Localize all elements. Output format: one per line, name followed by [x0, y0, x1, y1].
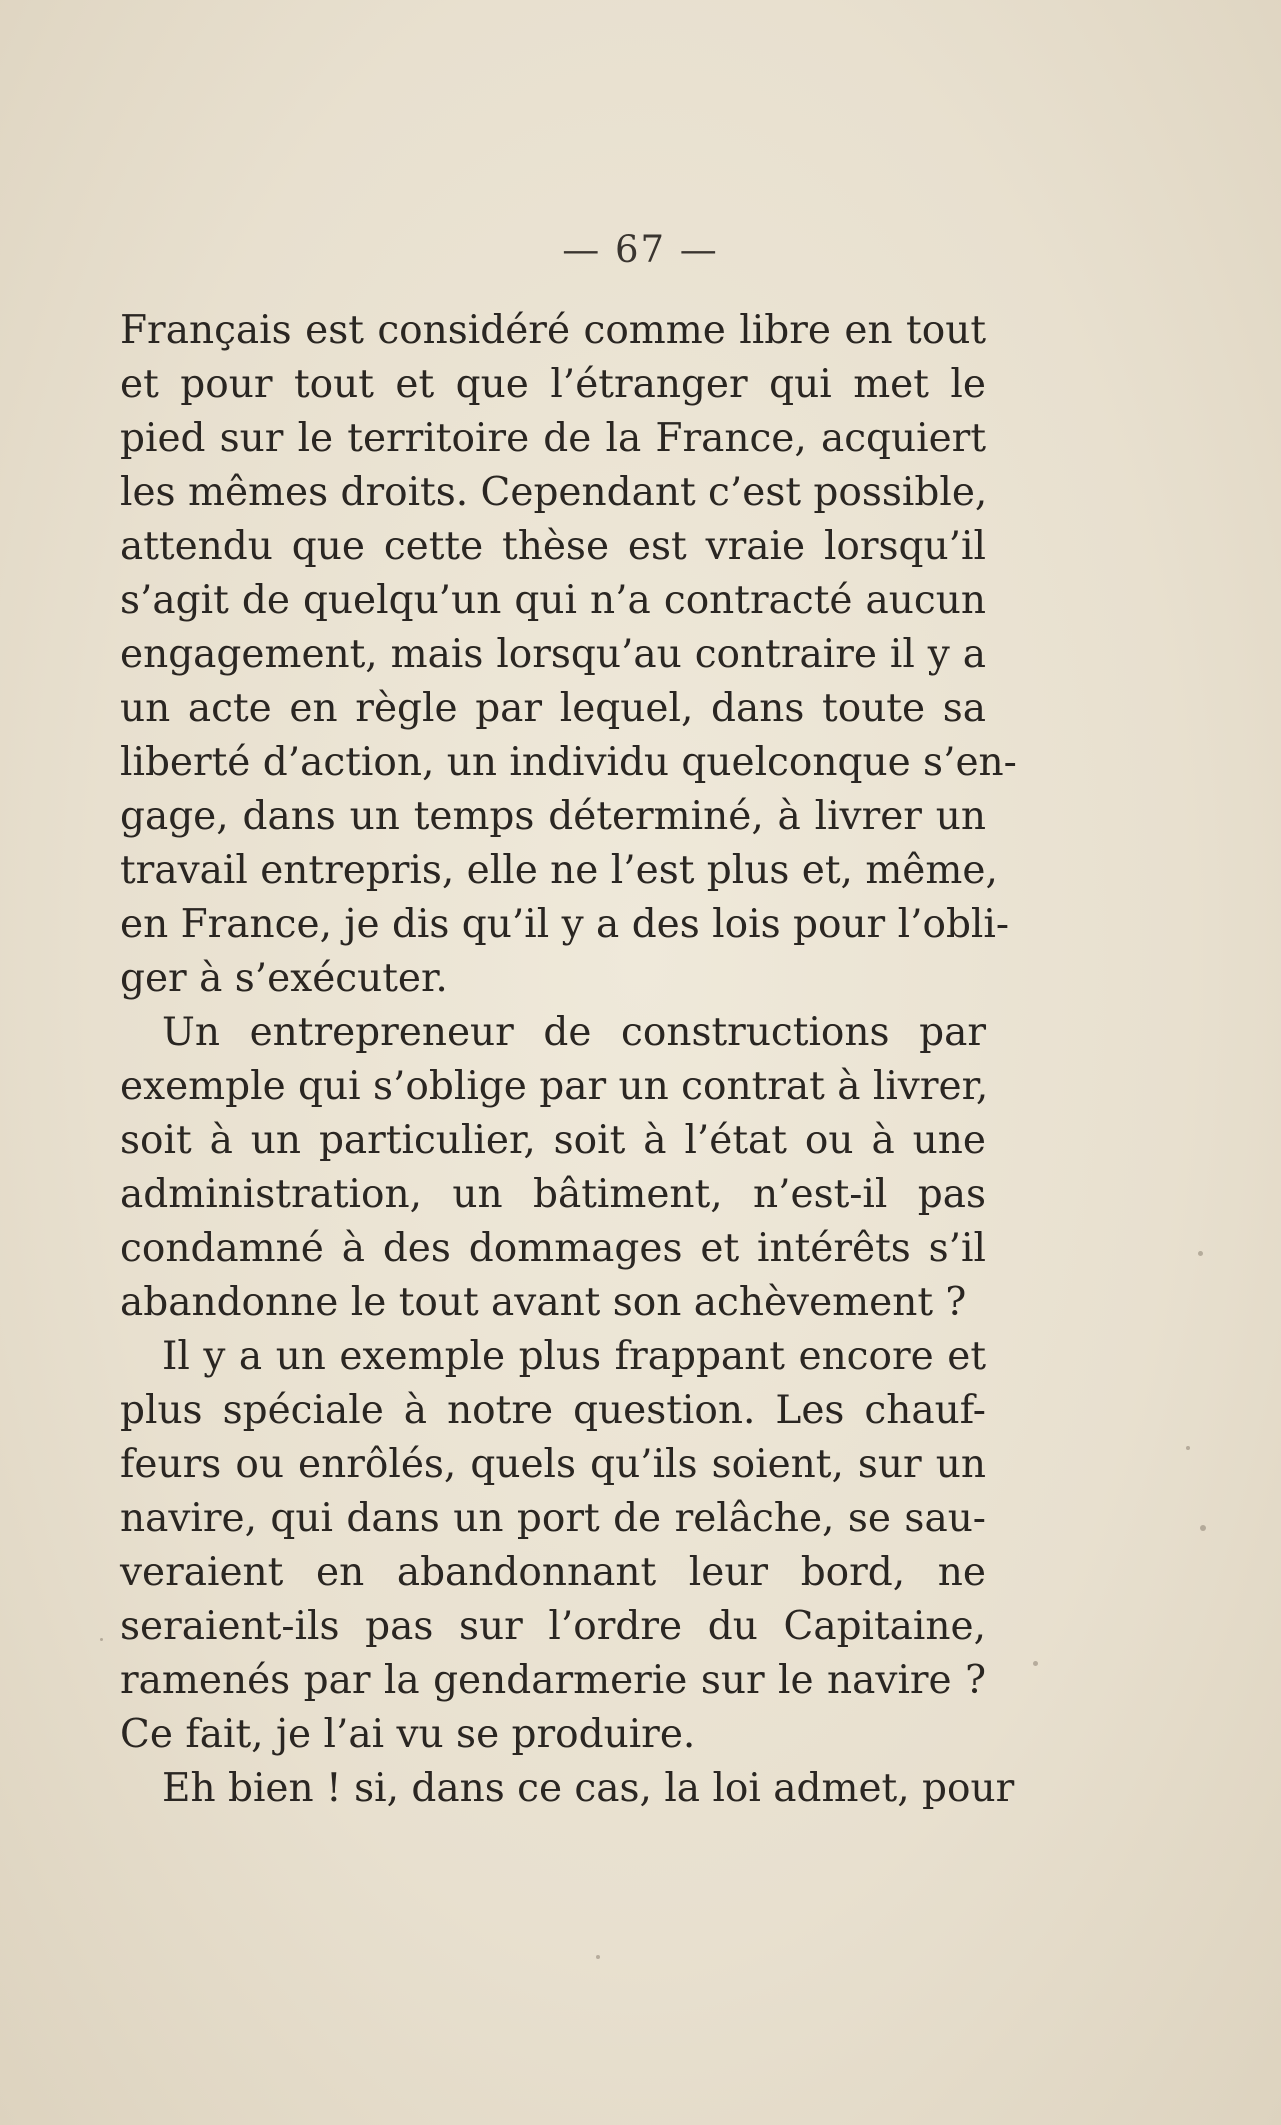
text-line: plus spéciale à notre question. Les chauf-	[120, 1388, 986, 1433]
paper-speck	[596, 1955, 600, 1959]
page-number: — 67 —	[562, 228, 719, 271]
text-line: s’agit de quelqu’un qui n’a contracté aucun	[120, 578, 986, 623]
paper-speck	[1200, 1525, 1206, 1531]
text-line: seraient-ils pas sur l’ordre du Capitaine,	[120, 1604, 986, 1649]
text-line: gage, dans un temps déterminé, à livrer un	[120, 794, 986, 839]
body-text	[120, 304, 1017, 1816]
paper-speck	[1186, 1446, 1190, 1450]
text-line: liberté d’action, un individu quelconque s’en-	[120, 740, 1017, 785]
text-line: navire, qui dans un port de relâche, se sau-	[120, 1496, 986, 1541]
text-line: Eh bien ! si, dans ce cas, la loi admet, pour	[162, 1766, 1015, 1811]
paper-speck	[1033, 1661, 1038, 1666]
text-line: un acte en règle par lequel, dans toute sa	[120, 686, 986, 731]
text-line: travail entrepris, elle ne l’est plus et, même,	[120, 848, 998, 893]
text-line: Français est considéré comme libre en tout	[120, 308, 986, 353]
text-line: Il y a un exemple plus frappant encore et	[162, 1334, 986, 1379]
text-line: et pour tout et que l’étranger qui met le	[120, 362, 986, 407]
text-line: engagement, mais lorsqu’au contraire il y a	[120, 632, 986, 677]
text-line: les mêmes droits. Cependant c’est possible,	[120, 470, 988, 515]
text-line: Ce fait, je l’ai vu se produire.	[120, 1712, 696, 1757]
text-line: abandonne le tout avant son achèvement ?	[120, 1280, 967, 1325]
paper-speck	[100, 1638, 103, 1641]
text-line: soit à un particulier, soit à l’état ou à une	[120, 1118, 986, 1163]
text-line: attendu que cette thèse est vraie lorsqu’il	[120, 524, 986, 569]
paper-speck	[1198, 1251, 1203, 1256]
text-line: condamné à des dommages et intérêts s’il	[120, 1226, 986, 1271]
text-line: veraient en abandonnant leur bord, ne	[120, 1550, 986, 1595]
text-line: exemple qui s’oblige par un contrat à livrer,	[120, 1064, 989, 1109]
text-line: Un entrepreneur de constructions par	[162, 1010, 986, 1055]
text-line: feurs ou enrôlés, quels qu’ils soient, sur un	[120, 1442, 986, 1487]
text-line: ger à s’exécuter.	[120, 956, 448, 1001]
text-line: pied sur le territoire de la France, acquiert	[120, 416, 986, 461]
text-line: administration, un bâtiment, n’est-il pas	[120, 1172, 986, 1217]
text-line: en France, je dis qu’il y a des lois pour l’obli-	[120, 902, 1010, 947]
text-line: ramenés par la gendarmerie sur le navire ?	[120, 1658, 986, 1703]
